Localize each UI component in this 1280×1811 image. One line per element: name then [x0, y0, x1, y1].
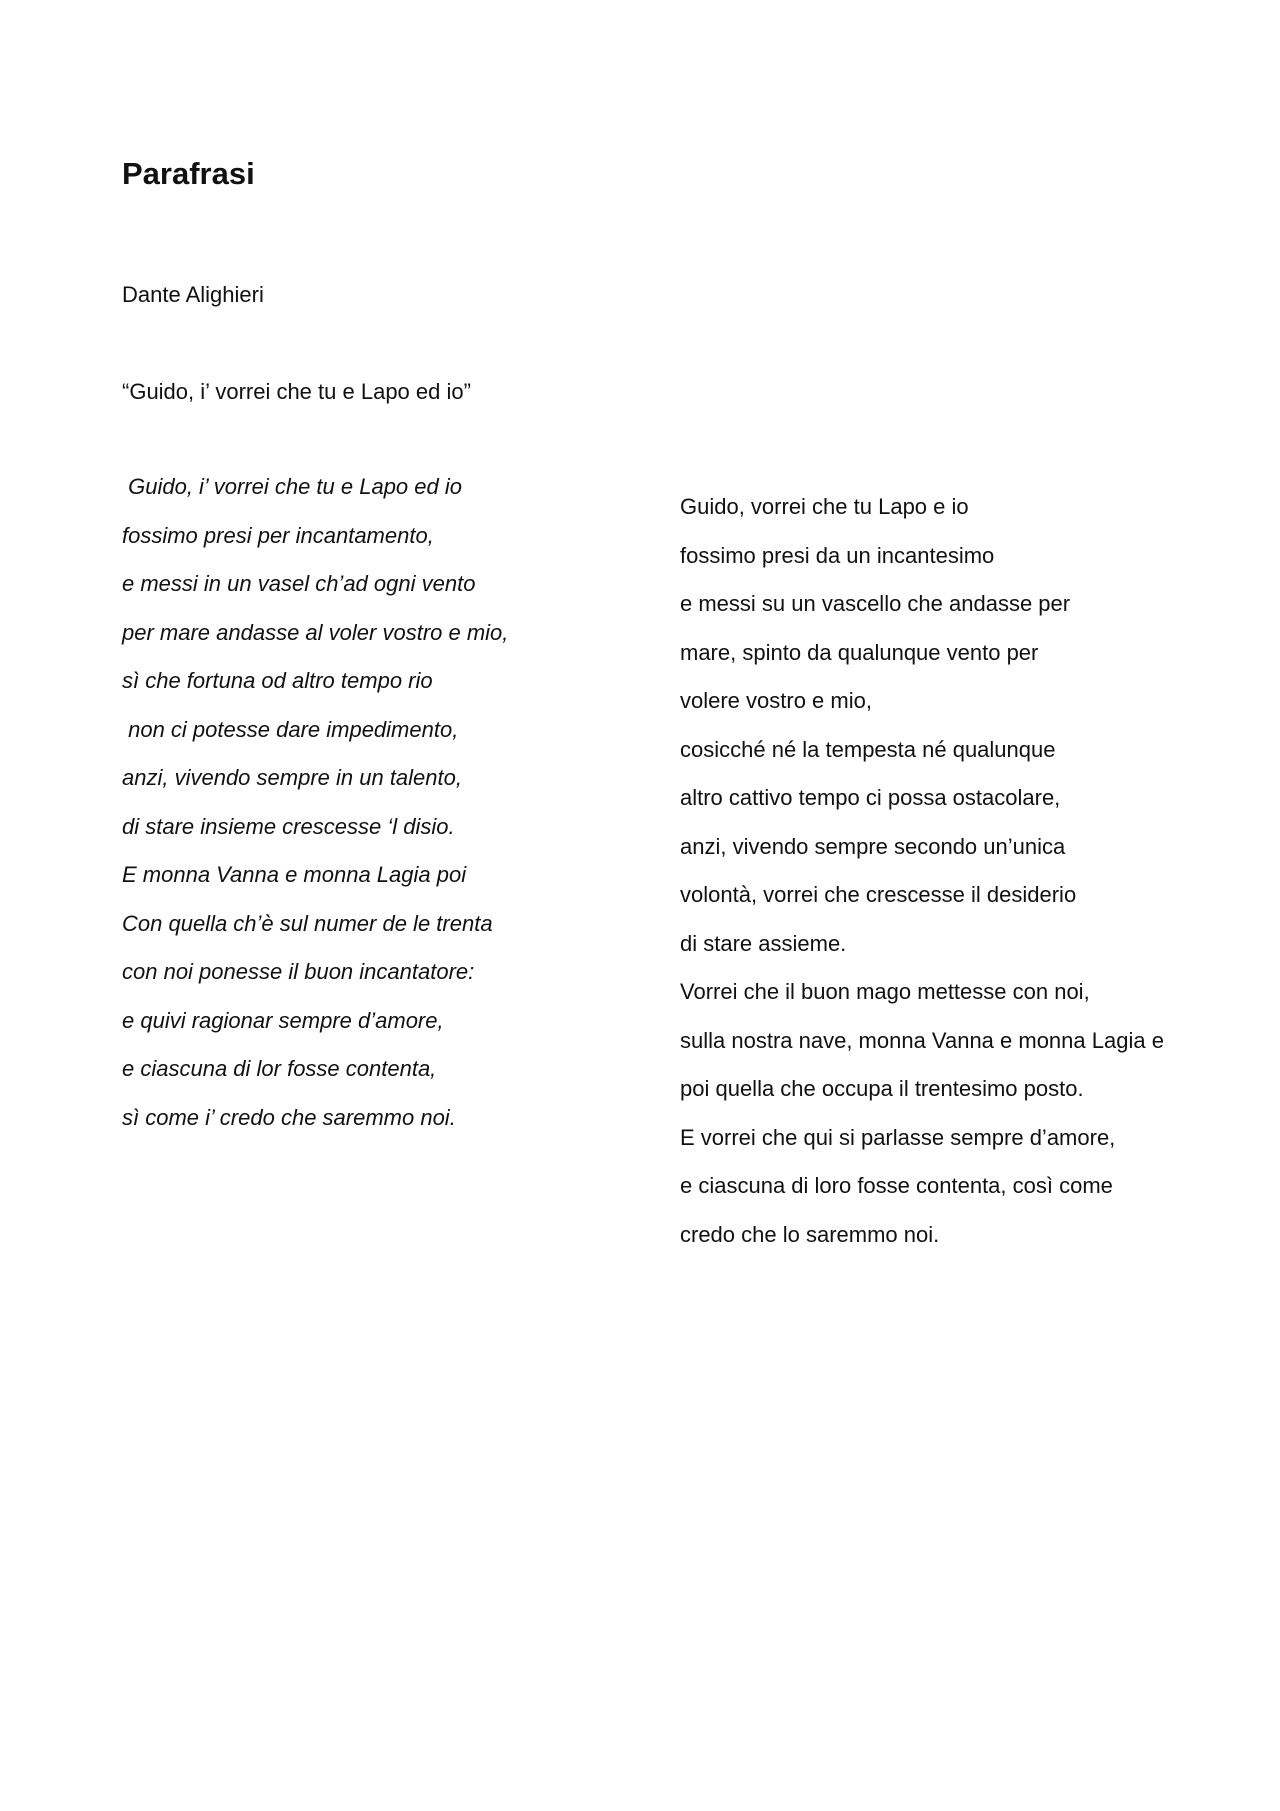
original-line: con noi ponesse il buon incantatore:: [122, 959, 475, 984]
original-line: e messi in un vasel ch’ad ogni vento: [122, 571, 476, 596]
paraphrase-line: e ciascuna di loro fosse contenta, così come: [680, 1173, 1113, 1198]
paraphrase-text: [680, 483, 1260, 1259]
original-line: anzi, vivendo sempre in un talento,: [122, 765, 462, 790]
original-line: per mare andasse al voler vostro e mio,: [122, 619, 509, 645]
paraphrase-line: volontà, vorrei che crescesse il desiderio: [680, 882, 1077, 907]
paraphrase-line: poi quella che occupa il trentesimo posto.: [680, 1076, 1084, 1101]
paraphrase-line: sulla nostra nave, monna Vanna e monna Lagia e: [680, 1027, 1164, 1053]
original-line: Guido, i’ vorrei che tu e Lapo ed io: [122, 474, 462, 499]
original-poem: [122, 463, 642, 1142]
paraphrase-line: E vorrei che qui si parlasse sempre d’amore,: [680, 1124, 1116, 1150]
original-line: E monna Vanna e monna Lagia poi: [122, 862, 467, 887]
paraphrase-line: volere vostro e mio,: [680, 688, 872, 713]
original-line: fossimo presi per incantamento,: [122, 522, 434, 548]
original-line: e quivi ragionar sempre d’amore,: [122, 1007, 444, 1033]
author-name: Dante Alighieri: [122, 282, 264, 307]
original-line: sì come i’ credo che saremmo noi.: [122, 1104, 456, 1130]
paraphrase-line: mare, spinto da qualunque vento per: [680, 639, 1039, 665]
paraphrase-line: Guido, vorrei che tu Lapo e io: [680, 494, 969, 519]
paraphrase-line: altro cattivo tempo ci possa ostacolare,: [680, 785, 1061, 810]
paraphrase-line: e messi su un vascello che andasse per: [680, 591, 1071, 616]
original-line: non ci potesse dare impedimento,: [122, 716, 459, 742]
paraphrase-line: di stare assieme.: [680, 930, 847, 956]
original-line: Con quella ch’è sul numer de le trenta: [122, 910, 493, 936]
paraphrase-line: fossimo presi da un incantesimo: [680, 542, 995, 568]
paraphrase-line: Vorrei che il buon mago mettesse con noi,: [680, 979, 1090, 1004]
paraphrase-line: anzi, vivendo sempre secondo un’unica: [680, 833, 1066, 859]
paraphrase-line: cosicché né la tempesta né qualunque: [680, 736, 1056, 762]
poem-title: “Guido, i’ vorrei che tu e Lapo ed io”: [122, 379, 471, 404]
original-line: e ciascuna di lor fosse contenta,: [122, 1056, 437, 1081]
paraphrase-line: credo che lo saremmo noi.: [680, 1221, 940, 1247]
original-line: sì che fortuna od altro tempo rio: [122, 668, 433, 693]
document-heading: Parafrasi: [122, 156, 255, 191]
original-line: di stare insieme crescesse ‘l disio.: [122, 813, 455, 839]
